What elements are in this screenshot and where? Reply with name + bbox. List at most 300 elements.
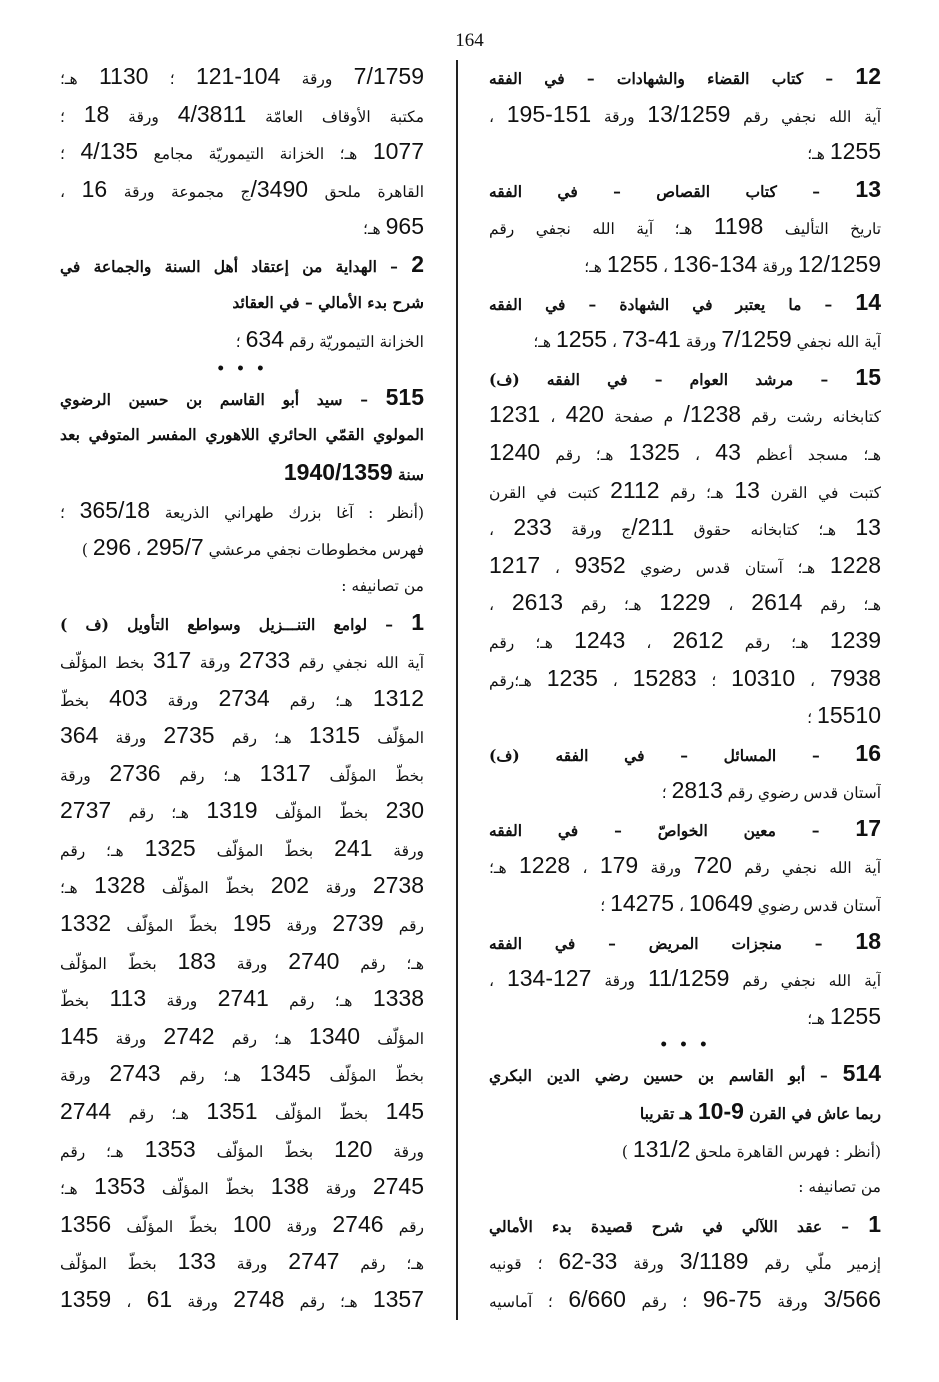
entry-heading	[489, 810, 881, 848]
text-run: بخطّ المؤلّف	[60, 954, 178, 973]
text-run: ورقة	[98, 729, 164, 748]
text-run: ورقة	[309, 879, 373, 898]
text-run: )	[621, 1142, 633, 1161]
text-run: آية الله نجفي رقم	[729, 972, 881, 991]
text-line	[60, 755, 424, 793]
text-run: المؤلّف	[360, 1029, 424, 1048]
numeric-reference: 17	[855, 814, 881, 841]
numeric-reference: 1353	[144, 1135, 196, 1162]
text-run: بخطّ	[60, 691, 110, 710]
text-run: – كتاب القضاء والشهادات – في الفقه	[489, 69, 856, 88]
numeric-reference: 634	[245, 326, 285, 353]
text-run: – لوامع التنـــزيل وسواطع التأويل (ف )	[60, 615, 412, 635]
numeric-reference: 15	[855, 363, 881, 390]
text-line	[60, 867, 424, 905]
numeric-reference: 7/1759	[353, 63, 424, 89]
numeric-reference: 720	[693, 852, 732, 879]
text-run: هـ؛ كتابخانه حقوق	[674, 521, 856, 540]
numeric-reference: 2614	[751, 589, 803, 616]
text-run: هـ؛	[60, 879, 95, 898]
text-run: آستان قدس رضوي	[752, 897, 881, 916]
text-run: ،	[540, 558, 575, 577]
text-run: هـ؛	[807, 145, 830, 164]
numeric-reference: 1130	[98, 63, 149, 89]
numeric-reference: 403	[109, 684, 148, 711]
numeric-reference: 1319	[206, 797, 258, 824]
numeric-reference: 2745	[372, 1173, 424, 1200]
numeric-reference: 1255	[829, 1002, 881, 1029]
numeric-reference: 1255	[555, 326, 608, 353]
text-run: – أبو القاسم بن حسين رضي الدين البكري	[489, 1066, 843, 1086]
numeric-reference: 2734	[218, 684, 270, 711]
numeric-reference: 127-134	[506, 965, 592, 992]
numeric-reference: 1255	[606, 250, 659, 277]
numeric-reference: 2736	[109, 759, 161, 786]
text-run: ورقة	[271, 1217, 333, 1236]
text-run: – معين الخواصّ – في الفقه	[489, 820, 856, 840]
text-line	[489, 885, 881, 923]
text-line	[60, 1168, 424, 1206]
numeric-reference: 2742	[163, 1022, 215, 1049]
numeric-reference: 3490/	[250, 175, 309, 202]
text-run: ؛ آماسيه	[489, 1293, 569, 1311]
text-run: هـ؛	[60, 70, 99, 88]
numeric-reference: 1356	[60, 1210, 112, 1237]
text-run: ؛	[148, 70, 196, 88]
numeric-reference: 1325	[628, 438, 680, 465]
numeric-reference: 113	[109, 985, 147, 1012]
numeric-reference: 2613	[511, 589, 564, 616]
numeric-reference: 1357	[372, 1286, 424, 1312]
numeric-reference: 2	[411, 250, 424, 277]
text-run: ،	[679, 445, 716, 464]
text-run: ،	[674, 897, 689, 916]
text-run: هـ؛ رقم	[284, 1293, 373, 1311]
numeric-reference: 10649	[688, 890, 753, 917]
text-run: ورقة	[60, 1067, 110, 1086]
text-run: هـ؛ رقم	[339, 1255, 424, 1274]
text-run: آية الله نجفي رقم	[730, 107, 881, 126]
text-run: هـ؛	[489, 859, 519, 878]
text-run: بخطّ المؤلّف	[310, 766, 424, 785]
numeric-reference: 295/7	[146, 534, 204, 561]
text-line	[489, 1281, 881, 1319]
text-run: ربما عاش في القرن	[743, 1104, 881, 1124]
text-run: القاهرة ملحق	[308, 182, 424, 201]
text-line	[489, 547, 881, 585]
text-line	[489, 660, 881, 698]
numeric-reference: 2735	[163, 722, 215, 749]
entry-heading	[60, 284, 424, 322]
text-run: ورقة	[617, 1255, 680, 1274]
text-run: فهرس مخطوطات نجفي مرعشي	[203, 541, 424, 560]
text-line	[489, 208, 881, 246]
text-run: بخطّ	[60, 992, 110, 1011]
text-run: ورقة	[191, 653, 240, 672]
text-line	[60, 680, 424, 718]
entry-heading	[489, 1093, 881, 1131]
numeric-reference: 1	[868, 1210, 881, 1237]
text-run: آية الله نجفي رقم	[731, 859, 881, 878]
text-run: ؛ قونيه	[489, 1255, 559, 1274]
text-run: ورقة	[372, 1142, 424, 1161]
text-line	[489, 133, 881, 171]
text-line	[489, 1131, 881, 1169]
numeric-reference: 12	[855, 63, 881, 89]
text-run: ورقة	[638, 859, 694, 878]
numeric-reference: 2743	[109, 1060, 161, 1087]
numeric-reference: 1077	[372, 138, 424, 165]
numeric-reference: 514	[842, 1060, 881, 1087]
numeric-reference: 1255	[829, 138, 881, 165]
text-run: – سيد أبو القاسم بن حسين الرضوي	[60, 389, 386, 409]
text-line	[489, 772, 881, 810]
column-divider	[456, 60, 458, 1320]
text-run: – منجزات المريض – في الفقه	[489, 933, 856, 953]
text-run: ،	[489, 972, 507, 991]
text-line	[489, 96, 881, 134]
text-run: مكتبة الأوقاف العامّة	[246, 107, 424, 126]
numeric-reference: 14	[855, 288, 881, 315]
text-run: هـ؛ آستان قدس رضوي	[625, 558, 830, 577]
numeric-reference: 365/18	[79, 496, 150, 523]
text-run: هـ؛ رقم	[563, 596, 660, 615]
text-run: – المسائل – في الفقه (ف)	[489, 745, 856, 765]
text-line	[60, 792, 424, 830]
numeric-reference: 965	[385, 213, 424, 240]
text-line	[60, 905, 424, 943]
text-run: بخطّ المؤلّف	[257, 804, 386, 823]
numeric-reference: 1325	[144, 834, 196, 861]
text-run: (أنظر : آغا بزرك طهراني الذريعة	[150, 503, 424, 522]
text-run: الخزانة التيموريّة رقم	[284, 333, 424, 352]
entry-heading	[489, 359, 881, 397]
text-run: ورقة	[761, 1293, 824, 1311]
numeric-reference: 7/1259	[721, 326, 792, 353]
text-run: بخطّ المؤلّف	[257, 1105, 386, 1124]
numeric-reference: 15283	[632, 664, 697, 691]
numeric-reference: 2737	[60, 797, 112, 824]
numeric-reference: 1229	[659, 589, 711, 616]
text-run: ورقة	[109, 107, 178, 126]
text-line	[60, 1281, 424, 1319]
text-run: ورقة	[271, 917, 333, 936]
text-line	[60, 567, 424, 605]
numeric-reference: 2741	[217, 985, 269, 1012]
numeric-reference: 131/2	[632, 1135, 691, 1162]
text-run: ورقة	[146, 992, 218, 1011]
text-run: ،	[111, 1293, 147, 1311]
text-run: هـ؛ رقم	[160, 766, 260, 785]
numeric-reference: 104-121	[195, 63, 281, 89]
text-run: ورقة	[147, 691, 219, 710]
text-run: ورقة	[215, 954, 289, 973]
numeric-reference: 145	[385, 1098, 424, 1125]
numeric-reference: 61	[146, 1286, 173, 1312]
right-column	[489, 58, 881, 1319]
text-run: رقم	[383, 917, 424, 936]
numeric-reference: 233	[513, 514, 552, 541]
numeric-reference: 10310	[731, 664, 796, 691]
text-run: ،	[607, 333, 622, 352]
text-run: بخطّ المؤلّف	[111, 917, 233, 936]
text-run: ؛ رقم	[625, 1293, 703, 1311]
numeric-reference: 16	[81, 175, 108, 202]
numeric-reference: 1239	[829, 626, 881, 653]
numeric-reference: 2740	[288, 947, 340, 974]
numeric-reference: 138	[270, 1173, 310, 1200]
numeric-reference: 195	[232, 910, 272, 937]
numeric-reference: 1351	[206, 1098, 258, 1125]
numeric-reference: 1217	[489, 551, 541, 578]
numeric-reference: 1345	[259, 1060, 311, 1087]
numeric-reference: 1328	[94, 872, 146, 899]
text-line	[60, 1055, 424, 1093]
numeric-reference: 18	[855, 927, 881, 954]
text-run: هـ؛ رقم	[339, 954, 424, 973]
text-line	[489, 321, 881, 359]
numeric-reference: 6/660	[568, 1286, 626, 1312]
section-separator: • • •	[216, 360, 268, 377]
numeric-reference: 9-10	[697, 1098, 744, 1125]
text-run: ،	[795, 671, 830, 690]
text-run: هـ؛ رقم	[268, 992, 373, 1011]
text-run: ؛	[807, 709, 818, 728]
numeric-reference: 2744	[60, 1098, 112, 1125]
numeric-reference: 1940/1359	[283, 458, 393, 485]
text-line	[489, 622, 881, 660]
numeric-reference: 100	[232, 1210, 272, 1237]
text-run: تاريخ التأليف	[763, 220, 881, 239]
text-line	[489, 472, 881, 510]
text-run: ورقة	[591, 972, 649, 991]
numeric-reference: 1332	[60, 910, 112, 937]
text-run: هـ؛ رقم	[111, 804, 207, 823]
numeric-reference: 364	[60, 722, 99, 749]
numeric-reference: 211/	[631, 514, 675, 541]
text-run: هـ؛ رقم	[111, 1105, 207, 1124]
text-line	[60, 171, 424, 209]
numeric-reference: 202	[270, 872, 310, 899]
numeric-reference: 2746	[332, 1210, 384, 1237]
text-run: – عقد اللآلي في شرح قصيدة بدء الأمالي	[489, 1216, 869, 1236]
text-line	[60, 529, 424, 567]
numeric-reference: 2747	[288, 1248, 340, 1275]
text-line	[60, 943, 424, 981]
text-line	[60, 642, 424, 680]
numeric-reference: 1243	[574, 626, 626, 653]
text-run: ورقة	[757, 257, 798, 276]
numeric-reference: 230	[385, 797, 424, 824]
entry-heading	[60, 454, 424, 492]
text-run: من تصانيفه :	[798, 1178, 881, 1197]
entry-heading	[489, 923, 881, 961]
text-run: آية الله نجفي رقم	[290, 653, 424, 672]
text-run: سنة	[392, 464, 424, 484]
text-run: ج ورقة	[551, 521, 632, 540]
entry-heading	[489, 58, 881, 96]
text-run: ؛	[600, 897, 611, 916]
text-run: هـ؛ رقم	[269, 691, 373, 710]
entry-heading	[489, 284, 881, 322]
text-run: ؛	[60, 503, 80, 522]
numeric-reference: 13/1259	[647, 100, 731, 127]
entry-heading	[60, 604, 424, 642]
numeric-reference: 9352	[574, 551, 626, 578]
numeric-reference: 515	[385, 383, 424, 410]
text-line	[489, 509, 881, 547]
numeric-reference: 2748	[233, 1286, 285, 1312]
text-line	[60, 830, 424, 868]
numeric-reference: 317	[152, 646, 192, 673]
text-run: ،	[597, 671, 633, 690]
text-run: بخطّ المؤلّف	[195, 841, 335, 860]
text-line	[60, 492, 424, 530]
text-run: (أنظر : فهرس القاهرة ملحق	[690, 1142, 881, 1161]
numeric-reference: 2738	[372, 872, 424, 899]
numeric-reference: 33-62	[558, 1248, 618, 1275]
text-line	[60, 96, 424, 134]
text-line	[489, 998, 881, 1036]
numeric-reference: 1353	[94, 1173, 146, 1200]
text-run: هـ؛	[584, 257, 607, 276]
text-run: ورقة	[680, 333, 722, 352]
text-run: من تصانيفه :	[341, 576, 424, 595]
text-run: هـ؛ آية الله نجفي رقم	[489, 220, 714, 239]
numeric-reference: 13	[734, 476, 760, 503]
left-column	[60, 58, 424, 1319]
numeric-reference: 151-195	[506, 100, 592, 127]
text-run: ،	[60, 182, 82, 201]
text-run: آية الله نجفي	[791, 333, 881, 352]
entry-heading	[489, 1055, 881, 1093]
text-run: ؛	[696, 671, 732, 690]
numeric-reference: 133	[177, 1248, 216, 1275]
text-run: – كتاب القصاص – في الفقه	[489, 181, 856, 201]
text-run: )	[81, 541, 93, 560]
text-run: هـ؛ رقم	[60, 841, 145, 860]
text-run: هـ؛رقم	[489, 671, 547, 690]
numeric-reference: 2739	[332, 910, 384, 937]
text-run: هـ؛	[533, 333, 556, 352]
text-run: بخطّ المؤلّف	[195, 1142, 335, 1161]
text-line	[60, 321, 424, 359]
numeric-reference: 1240	[489, 438, 541, 465]
numeric-reference: 43	[715, 438, 741, 465]
text-run: ورقة	[98, 1029, 164, 1048]
text-run: ،	[489, 107, 507, 126]
text-line	[489, 1243, 881, 1281]
entry-heading	[489, 1206, 881, 1244]
text-run: هـ؛ مسجد أعظم	[740, 445, 881, 464]
text-run: ،	[131, 541, 147, 560]
text-run: المولوي القمّي الحائري اللاهوري المفسر المتوفي بعد	[60, 425, 424, 445]
numeric-reference: 134-136	[672, 250, 758, 277]
numeric-reference: 2733	[239, 646, 291, 673]
numeric-reference: 1312	[372, 684, 424, 711]
text-run: هـ؛ رقم	[802, 596, 881, 615]
text-line	[60, 1018, 424, 1056]
text-run: هـ؛ رقم	[60, 1142, 145, 1161]
text-line	[60, 1131, 424, 1169]
text-run: بخطّ المؤلّف	[310, 1067, 424, 1086]
text-run: رقم	[383, 1217, 424, 1236]
text-run: كتبت في القرن	[489, 483, 611, 502]
text-run: هـ؛	[60, 1180, 95, 1199]
text-run: ورقة	[172, 1293, 234, 1311]
entry-heading	[60, 246, 424, 284]
numeric-reference: 179	[599, 852, 639, 879]
text-run: – ما يعتبر في الشهادة – في الفقه	[489, 294, 856, 314]
text-run: ؛	[235, 333, 246, 352]
text-run: ،	[540, 408, 566, 427]
numeric-reference: 1231	[489, 401, 541, 428]
numeric-reference: 1317	[259, 759, 311, 786]
numeric-reference: 11/1259	[648, 965, 730, 992]
text-run: – مرشد العوام – في الفقه (ف)	[489, 369, 856, 389]
entry-heading	[489, 735, 881, 773]
text-run: هـ؛ رقم	[489, 633, 575, 652]
text-run: ورقة	[591, 107, 648, 126]
text-run: ورقة	[60, 766, 110, 785]
text-run: هـ؛ رقم	[160, 1067, 260, 1086]
text-run: ورقة	[215, 1255, 289, 1274]
numeric-reference: 1198	[713, 213, 764, 240]
numeric-reference: 2112	[610, 476, 660, 503]
text-line	[489, 697, 881, 735]
numeric-reference: 41-73	[621, 326, 681, 353]
text-line	[60, 980, 424, 1018]
text-run: هـ؛ رقم	[659, 483, 735, 502]
text-run: بخطّ المؤلّف	[145, 1180, 271, 1199]
text-line	[489, 847, 881, 885]
numeric-reference: 3/1189	[679, 1248, 749, 1275]
text-run: ،	[570, 859, 600, 878]
text-run: ،	[489, 596, 512, 615]
numeric-reference: 420	[565, 401, 604, 428]
numeric-reference: 1359	[60, 1286, 112, 1312]
entry-heading	[60, 416, 424, 454]
numeric-reference: 13	[855, 175, 881, 202]
numeric-reference: 18	[83, 100, 110, 127]
text-line	[60, 1243, 424, 1281]
text-run: بخطّ المؤلّف	[60, 1255, 178, 1274]
text-line	[489, 960, 881, 998]
numeric-reference: 1340	[308, 1022, 361, 1049]
text-run: ،	[658, 257, 673, 276]
text-run: ورقة	[309, 1180, 373, 1199]
text-run: كتبت في القرن	[759, 483, 881, 502]
text-line	[489, 1168, 881, 1206]
numeric-reference: 120	[334, 1135, 373, 1162]
numeric-reference: 12/1259	[797, 250, 881, 277]
numeric-reference: 7938	[829, 664, 881, 691]
entry-heading	[489, 171, 881, 209]
text-line	[489, 396, 881, 434]
text-line	[60, 1093, 424, 1131]
text-run: هـ؛ الخزانة التيموريّة مجامع	[138, 145, 373, 164]
numeric-reference: 16	[855, 739, 881, 766]
text-run: – الهداية من إعتقاد أهل السنة والجماعة في	[60, 256, 412, 276]
numeric-reference: 1228	[829, 551, 881, 578]
entry-heading	[60, 379, 424, 417]
numeric-reference: 4/3811	[177, 100, 247, 127]
numeric-reference: 241	[334, 834, 373, 861]
text-line	[60, 1206, 424, 1244]
numeric-reference: 1235	[546, 664, 598, 691]
text-run: ،	[625, 633, 673, 652]
text-run: كتابخانه رشت رقم	[741, 408, 881, 427]
